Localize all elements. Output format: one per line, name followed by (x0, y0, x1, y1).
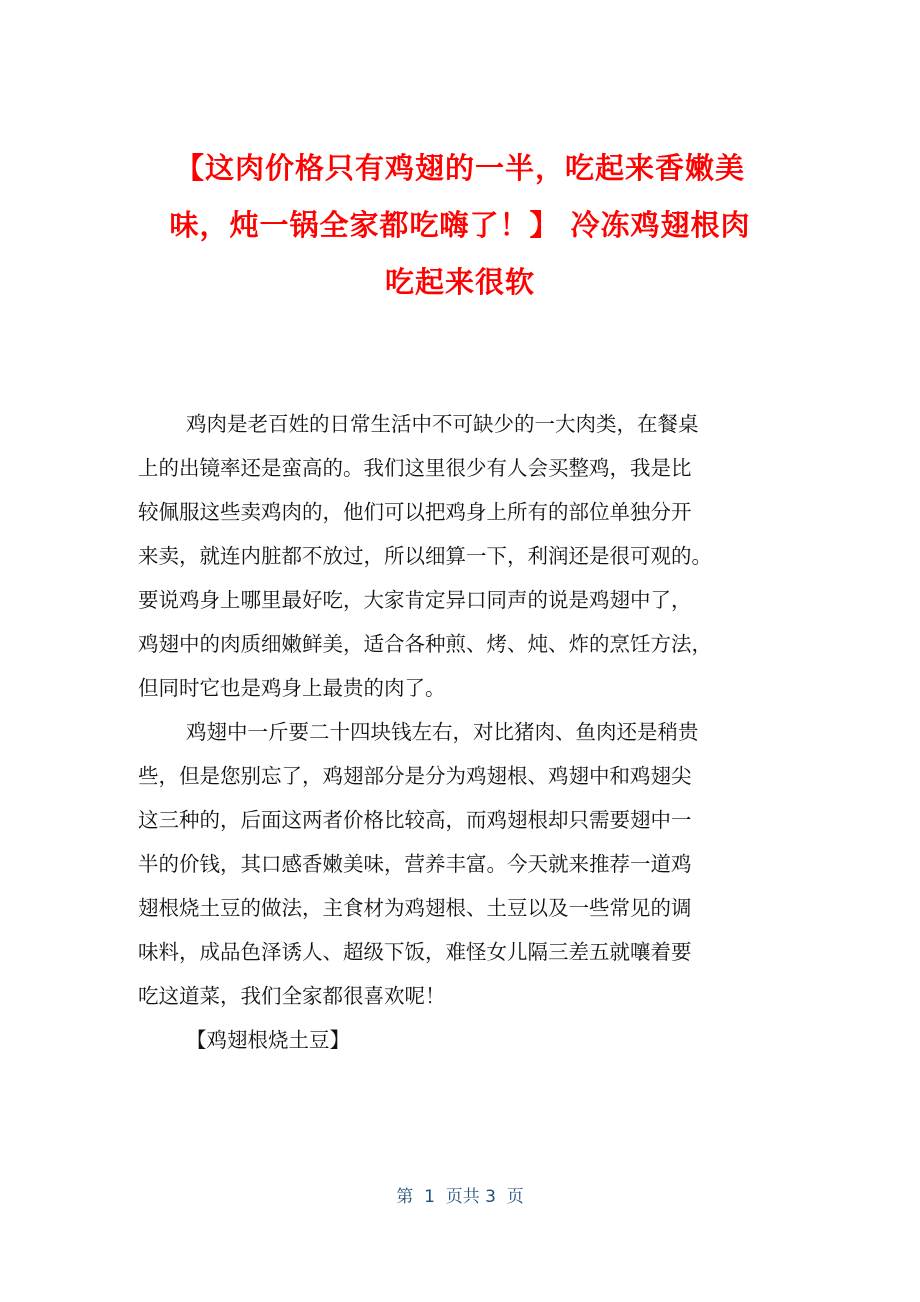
paragraph-line: 但同时它也是鸡身上最贵的肉了。 (138, 676, 446, 700)
paragraph-line: 来卖，就连内脏都不放过，所以细算一下，利润还是很可观的。 (138, 544, 712, 568)
title-line: 味，炖一锅全家都吃嗨了！】 冷冻鸡翅根肉 (169, 208, 751, 242)
paragraph-line: 些，但是您别忘了，鸡翅部分是分为鸡翅根、鸡翅中和鸡翅尖 (138, 764, 692, 788)
document-title (138, 140, 782, 311)
paragraph-line: 翅根烧土豆的做法，主食材为鸡翅根、土豆以及一些常见的调 (138, 896, 692, 920)
paragraph-line: 较佩服这些卖鸡肉的，他们可以把鸡身上所有的部位单独分开 (138, 500, 692, 524)
paragraph-line: 鸡肉是老百姓的日常生活中不可缺少的一大肉类，在餐桌 (186, 412, 699, 436)
title-line: 吃起来很软 (384, 265, 535, 299)
paragraph-line: 鸡翅中的肉质细嫩鲜美，适合各种煎、烤、炖、炸的烹饪方法， (138, 632, 712, 656)
paragraph-line: 吃这道菜，我们全家都很喜欢呢！ (138, 984, 446, 1008)
title-line: 【这肉价格只有鸡翅的一半，吃起来香嫩美 (174, 151, 745, 185)
paragraph-line: 要说鸡身上哪里最好吃，大家肯定异口同声的说是鸡翅中了， (138, 588, 692, 612)
paragraph-line: 半的价钱，其口感香嫩美味，营养丰富。今天就来推荐一道鸡 (138, 852, 692, 876)
recipe-heading-text: 【鸡翅根烧土豆】 (186, 1028, 350, 1052)
paragraph-line: 味料，成品色泽诱人、超级下饭，难怪女儿隔三差五就嚷着要 (138, 940, 692, 964)
paragraph-intro (138, 402, 798, 710)
paragraph-line: 这三种的，后面这两者价格比较高，而鸡翅根却只需要翅中一 (138, 808, 692, 832)
paragraph-line: 上的出镜率还是蛮高的。我们这里很少有人会买整鸡，我是比 (138, 456, 692, 480)
page-footer: 第 1 页共 3 页 (396, 1187, 524, 1207)
recipe-heading (138, 1018, 798, 1062)
paragraph-line: 鸡翅中一斤要二十四块钱左右，对比猪肉、鱼肉还是稍贵 (186, 720, 699, 744)
paragraph-price (138, 710, 798, 1018)
document-body (138, 402, 798, 1062)
